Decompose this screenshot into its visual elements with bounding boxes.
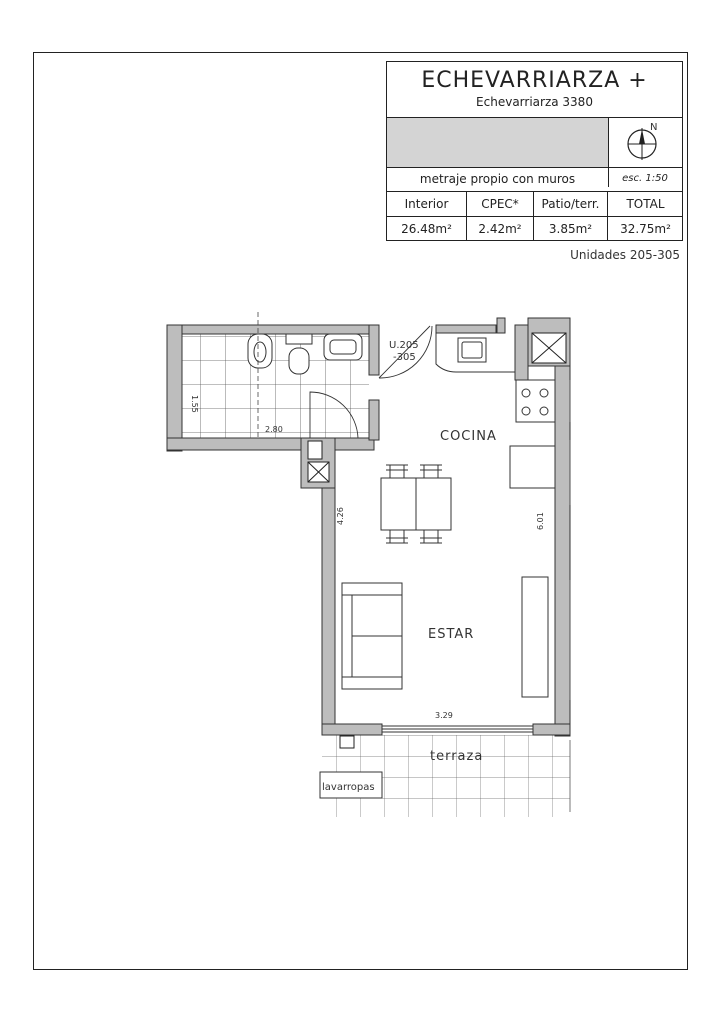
project-name: ECHEVARRIARZA + <box>421 68 648 93</box>
scale-label: esc. 1:50 <box>622 173 668 184</box>
room-label-living: ESTAR <box>428 627 475 642</box>
dim-total-height: 6.01 <box>536 512 545 530</box>
units-label: Unidades 205-305 <box>570 248 680 262</box>
laundry-label: lavarropas <box>322 782 375 793</box>
sofa-icon <box>342 583 402 689</box>
value-cpec: 2.42m² <box>467 217 534 241</box>
balcony-window <box>382 726 533 732</box>
room-label-kitchen: COCINA <box>440 429 497 444</box>
value-interior: 26.48m² <box>387 217 467 241</box>
toilet-icon <box>286 334 312 344</box>
area-note: metraje propio con muros <box>387 168 609 187</box>
unit-tag-line2: -305 <box>393 352 416 363</box>
chair-icon <box>420 530 442 543</box>
dining-set <box>381 465 451 543</box>
dim-bath-width: 2.80 <box>265 425 283 434</box>
header-cpec: CPEC* <box>467 192 534 216</box>
north-label: N <box>650 122 658 133</box>
header-interior: Interior <box>387 192 467 216</box>
unit-tag-line1: U.205 <box>389 340 419 351</box>
dim-bath-height: 1.55 <box>190 395 199 413</box>
value-patio: 3.85m² <box>534 217 608 241</box>
room-label-terrace: terraza <box>430 749 484 764</box>
header-total: TOTAL <box>626 197 665 211</box>
dim-living-width: 3.29 <box>435 711 453 720</box>
value-total: 32.75m² <box>620 222 671 236</box>
header-patio: Patio/terr. <box>534 192 608 216</box>
chair-icon <box>386 465 408 478</box>
chair-icon <box>420 465 442 478</box>
fridge-icon <box>510 446 555 488</box>
cooktop-icon <box>516 380 555 422</box>
chair-icon <box>386 530 408 543</box>
dim-living-height: 4.26 <box>336 507 345 525</box>
project-address: Echevarriarza 3380 <box>476 95 593 109</box>
column-marker <box>340 736 354 748</box>
sideboard-icon <box>522 577 548 697</box>
